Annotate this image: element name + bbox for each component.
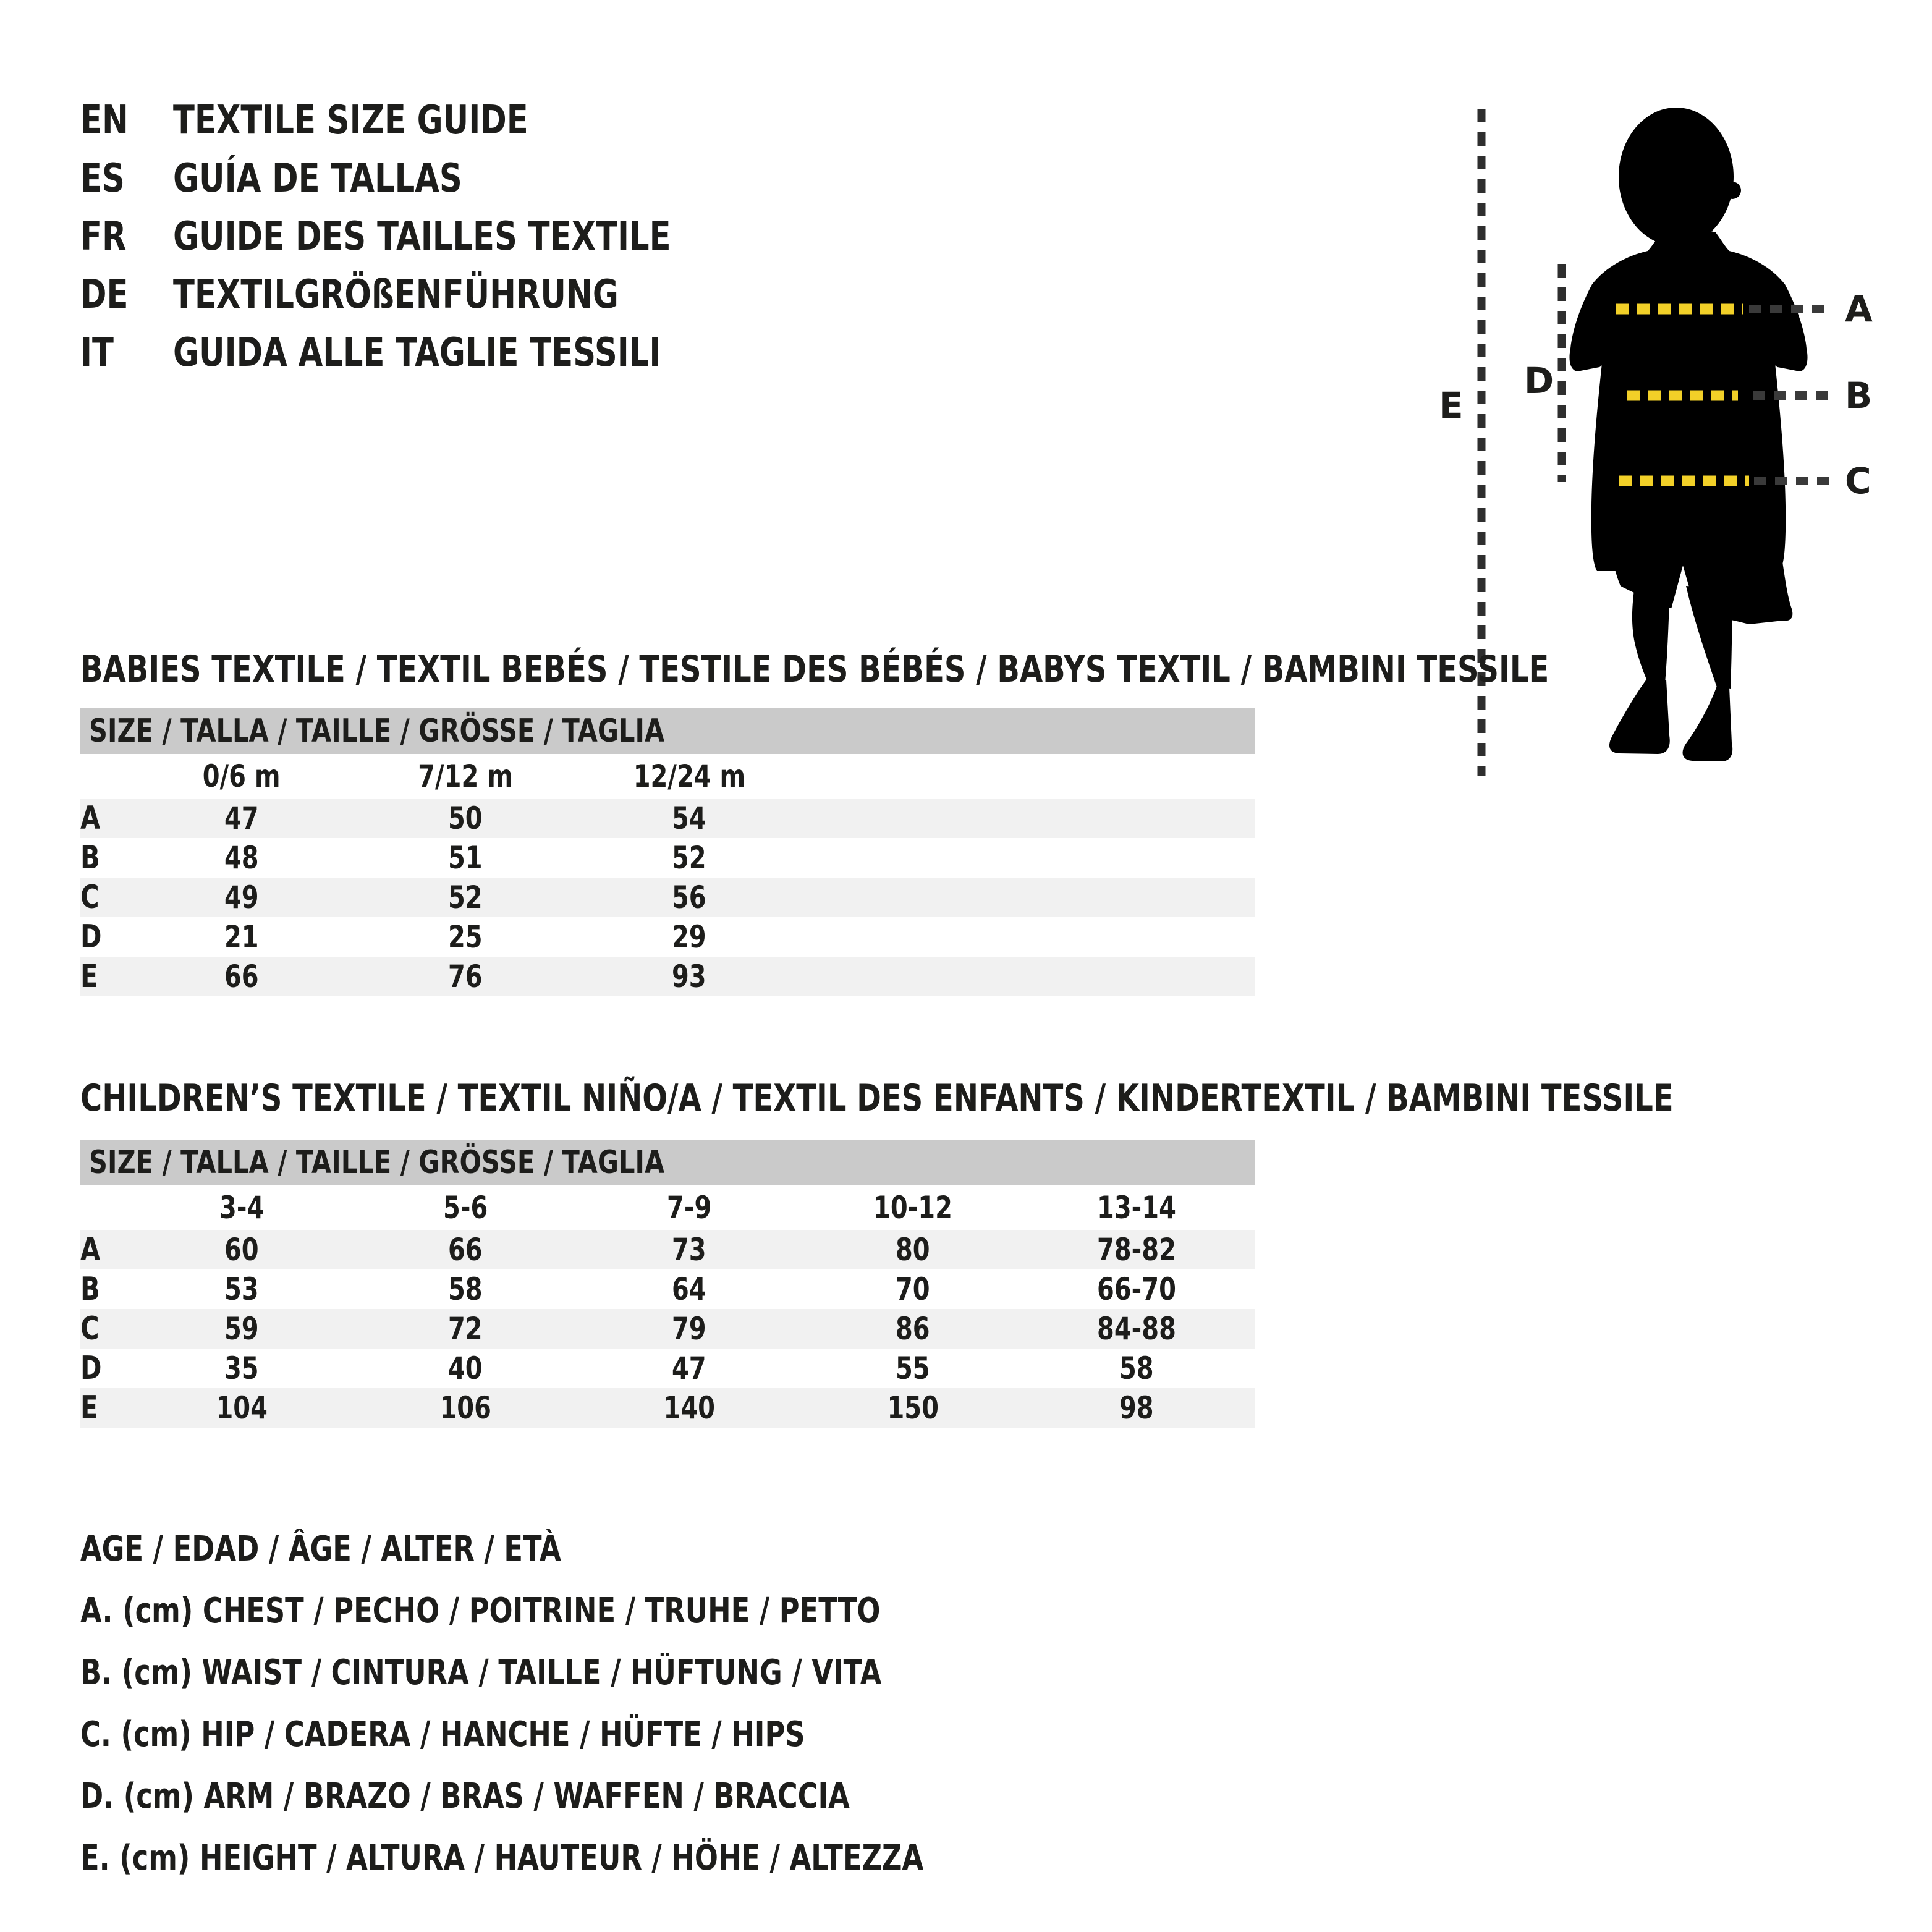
language-code: ES: [80, 156, 125, 201]
measure-label-c: C: [1845, 460, 1871, 502]
size-value: 49: [224, 879, 259, 915]
row-label: A: [80, 1231, 101, 1268]
column-header: 12/24 m: [633, 758, 745, 794]
size-value: 66-70: [1097, 1271, 1176, 1307]
column-header: 7/12 m: [418, 758, 513, 794]
language-code: EN: [80, 98, 129, 143]
row-label: A: [80, 800, 101, 837]
language-code: DE: [80, 272, 129, 318]
row-label: D: [80, 918, 102, 955]
size-value: 56: [672, 879, 706, 915]
table-row: [80, 1269, 1255, 1309]
size-value: 76: [448, 959, 483, 994]
row-label: B: [80, 1271, 100, 1308]
size-value: 93: [672, 959, 706, 994]
size-value: 51: [448, 840, 483, 876]
size-value: 52: [672, 840, 706, 876]
size-value: 106: [439, 1390, 491, 1426]
row-label: E: [80, 958, 98, 995]
column-header: 0/6 m: [203, 758, 281, 794]
language-row: [80, 150, 795, 208]
babies-size-header-band: SIZE / TALLA / TAILLE / GRÖSSE / TAGLIA: [80, 708, 1255, 754]
language-code: IT: [80, 330, 114, 376]
measure-label-e: E: [1439, 384, 1464, 426]
size-value: 80: [896, 1232, 930, 1268]
size-value: 59: [224, 1311, 259, 1347]
row-label: C: [80, 879, 100, 916]
size-value: 21: [224, 919, 259, 955]
column-header: 13-14: [1097, 1190, 1176, 1226]
babies-column-header-row: [80, 754, 1255, 799]
table-row: [80, 1349, 1255, 1388]
language-row: [80, 91, 795, 150]
language-guide-title: TEXTILGRÖßENFÜHRUNG: [173, 272, 619, 318]
language-guide-title: GUIDE DES TAILLES TEXTILE: [173, 214, 671, 260]
size-value: 53: [224, 1271, 259, 1307]
language-row: [80, 266, 795, 324]
size-value: 86: [896, 1311, 930, 1347]
column-header: 5-6: [443, 1190, 488, 1226]
size-value: 58: [448, 1271, 483, 1307]
babies-size-table: [80, 708, 1255, 996]
size-value: 73: [672, 1232, 706, 1268]
size-value: 70: [896, 1271, 930, 1307]
language-title-list: [80, 91, 795, 382]
legend-line-age: AGE / EDAD / ÂGE / ALTER / ETÀ: [80, 1528, 561, 1569]
table-row: [80, 838, 1255, 878]
language-row: [80, 208, 795, 266]
size-value: 29: [672, 919, 706, 955]
children-size-header-band: SIZE / TALLA / TAILLE / GRÖSSE / TAGLIA: [80, 1140, 1255, 1185]
size-value: 66: [448, 1232, 483, 1268]
table-row: [80, 799, 1255, 838]
row-label: D: [80, 1350, 102, 1387]
size-value: 48: [224, 840, 259, 876]
table-row: [80, 878, 1255, 917]
size-value: 55: [896, 1350, 930, 1386]
size-value: 104: [216, 1390, 268, 1426]
size-value: 150: [887, 1390, 939, 1426]
measure-label-a: A: [1845, 288, 1873, 330]
size-value: 78-82: [1097, 1232, 1176, 1268]
children-section-title: CHILDREN’S TEXTILE / TEXTIL NIÑO/A / TEXTIL DES ENFANTS / KINDERTEXTIL / BAMBINI TESSILE: [80, 1077, 1674, 1120]
table-row: [80, 1388, 1255, 1428]
table-row: [80, 917, 1255, 957]
size-value: 58: [1119, 1350, 1154, 1386]
measure-label-b: B: [1845, 375, 1873, 417]
column-header: 10-12: [873, 1190, 952, 1226]
legend-line-arm: D. (cm) ARM / BRAZO / BRAS / WAFFEN / BRACCIA: [80, 1776, 850, 1816]
size-value: 84-88: [1097, 1311, 1176, 1347]
size-value: 50: [448, 800, 483, 836]
language-guide-title: GUÍA DE TALLAS: [173, 156, 462, 201]
size-value: 140: [663, 1390, 715, 1426]
size-value: 47: [672, 1350, 706, 1386]
measurement-legend: [80, 1518, 1134, 1889]
size-value: 64: [672, 1271, 706, 1307]
language-guide-title: TEXTILE SIZE GUIDE: [173, 98, 528, 143]
row-label: B: [80, 839, 100, 876]
babies-section-title: BABIES TEXTILE / TEXTIL BEBÉS / TESTILE DES BÉBÉS / BABYS TEXTIL / BAMBINI TESSILE: [80, 648, 1549, 691]
legend-line-hip: C. (cm) HIP / CADERA / HANCHE / HÜFTE / HIPS: [80, 1714, 805, 1755]
table-row: [80, 1230, 1255, 1269]
size-value: 79: [672, 1311, 706, 1347]
size-value: 40: [448, 1350, 483, 1386]
table-row: [80, 957, 1255, 996]
size-value: 66: [224, 959, 259, 994]
row-label: E: [80, 1389, 98, 1426]
size-value: 60: [224, 1232, 259, 1268]
size-value: 47: [224, 800, 259, 836]
children-size-table: [80, 1140, 1255, 1428]
language-code: FR: [80, 214, 127, 260]
size-value: 52: [448, 879, 483, 915]
legend-line-waist: B. (cm) WAIST / CINTURA / TAILLE / HÜFTUNG / VITA: [80, 1652, 882, 1693]
language-guide-title: GUIDA ALLE TAGLIE TESSILI: [173, 330, 661, 376]
size-value: 98: [1119, 1390, 1154, 1426]
legend-line-chest: A. (cm) CHEST / PECHO / POITRINE / TRUHE / PETTO: [80, 1590, 881, 1631]
size-value: 72: [448, 1311, 483, 1347]
column-header: 7-9: [666, 1190, 712, 1226]
children-column-header-row: [80, 1185, 1255, 1230]
size-value: 35: [224, 1350, 259, 1386]
row-label: C: [80, 1310, 100, 1347]
size-value: 54: [672, 800, 706, 836]
size-value: 25: [448, 919, 483, 955]
measure-label-d: D: [1524, 360, 1554, 402]
legend-line-height: E. (cm) HEIGHT / ALTURA / HAUTEUR / HÖHE / ALTEZZA: [80, 1837, 924, 1878]
table-row: [80, 1309, 1255, 1349]
column-header: 3-4: [219, 1190, 265, 1226]
language-row: [80, 324, 795, 382]
